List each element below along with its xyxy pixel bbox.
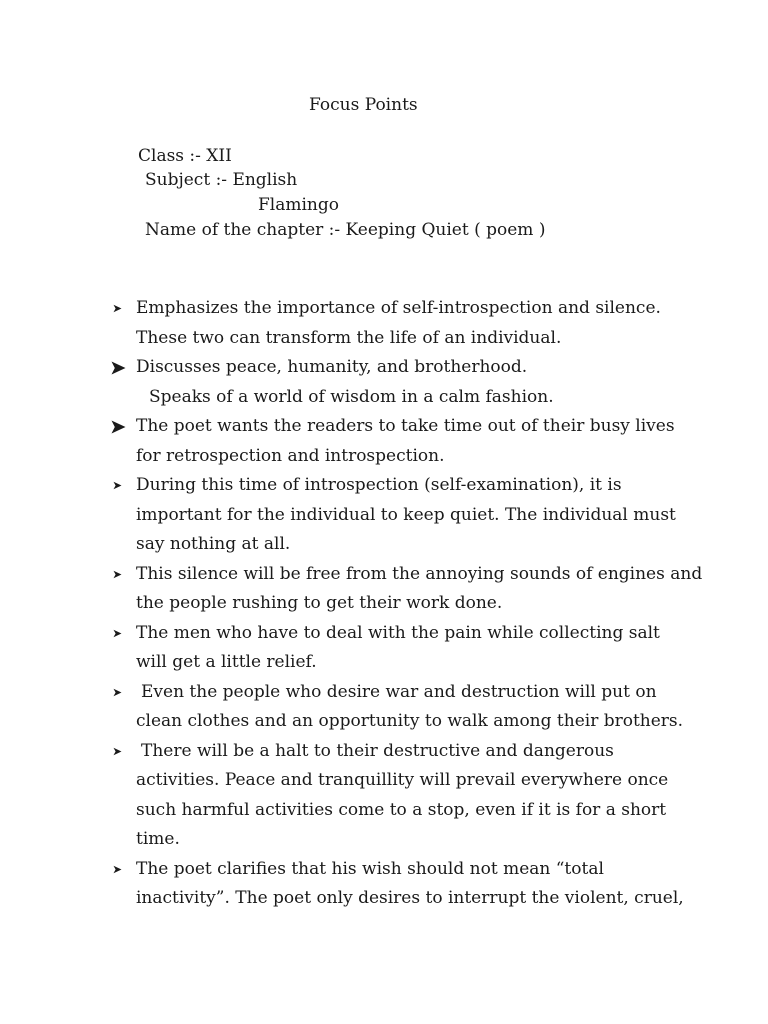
- list-item-line: activities. Peace and tranquillity will prevail everywhere once: [136, 770, 669, 790]
- list-item-line: important for the individual to keep quiet. The individual must: [136, 504, 676, 525]
- list-item-line: will get a little relief.: [136, 652, 317, 672]
- list-item-line: the people rushing to get their work done.: [136, 593, 503, 613]
- arrowhead-bullet-icon: [113, 855, 122, 885]
- list-item: [0, 471, 768, 560]
- list-item-line: Even the people who desire war and destruction will put on: [141, 681, 657, 702]
- list-item-line: time.: [136, 829, 180, 849]
- list-item: [0, 412, 768, 471]
- list-item-line: clean clothes and an opportunity to walk among their brothers.: [136, 711, 684, 731]
- list-item-line: The poet clarifies that his wish should not mean “total: [136, 858, 604, 879]
- bold-arrowhead-bullet-icon: [111, 412, 126, 442]
- list-item-line: say nothing at all.: [136, 534, 291, 554]
- list-item-line: Speaks of a world of wisdom in a calm fashion.: [149, 386, 554, 407]
- subject-line: Subject :- English: [145, 170, 298, 190]
- book-line: Flamingo: [258, 195, 339, 215]
- list-item-line: for retrospection and introspection.: [136, 445, 445, 466]
- list-item-line: The men who have to deal with the pain while collecting salt: [136, 622, 660, 643]
- list-item-line: This silence will be free from the annoying sounds of engines and: [136, 563, 703, 584]
- list-item-line: inactivity”. The poet only desires to interrupt the violent, cruel,: [136, 888, 684, 908]
- bold-arrowhead-bullet-icon: [111, 353, 126, 383]
- arrowhead-bullet-icon: [113, 294, 122, 324]
- focus-points-list: [0, 294, 768, 914]
- list-item-line: These two can transform the life of an individual.: [136, 327, 562, 348]
- list-item: [0, 855, 768, 914]
- arrowhead-bullet-icon: [113, 471, 122, 501]
- list-item: [0, 737, 768, 855]
- list-item-line: Discusses peace, humanity, and brotherhood.: [136, 357, 528, 377]
- list-item-line: such harmful activities come to a stop, even if it is for a short: [136, 799, 667, 820]
- arrowhead-bullet-icon: [113, 619, 122, 649]
- list-item: [0, 560, 768, 619]
- list-item-line: Emphasizes the importance of self-introspection and silence.: [136, 298, 661, 318]
- list-item: [0, 678, 768, 737]
- list-item-line: During this time of introspection (self-examination), it is: [136, 475, 622, 495]
- list-item: [0, 353, 768, 412]
- list-item: [0, 619, 768, 678]
- list-item: [0, 294, 768, 353]
- class-line: Class :- XII: [138, 146, 232, 166]
- arrowhead-bullet-icon: [113, 737, 122, 767]
- arrowhead-bullet-icon: [113, 678, 122, 708]
- list-item-line: There will be a halt to their destructive and dangerous: [141, 740, 614, 761]
- arrowhead-bullet-icon: [113, 560, 122, 590]
- document-title: Focus Points: [309, 95, 418, 115]
- chapter-line: Name of the chapter :- Keeping Quiet ( poem ): [145, 220, 546, 240]
- list-item-line: The poet wants the readers to take time out of their busy lives: [136, 416, 675, 436]
